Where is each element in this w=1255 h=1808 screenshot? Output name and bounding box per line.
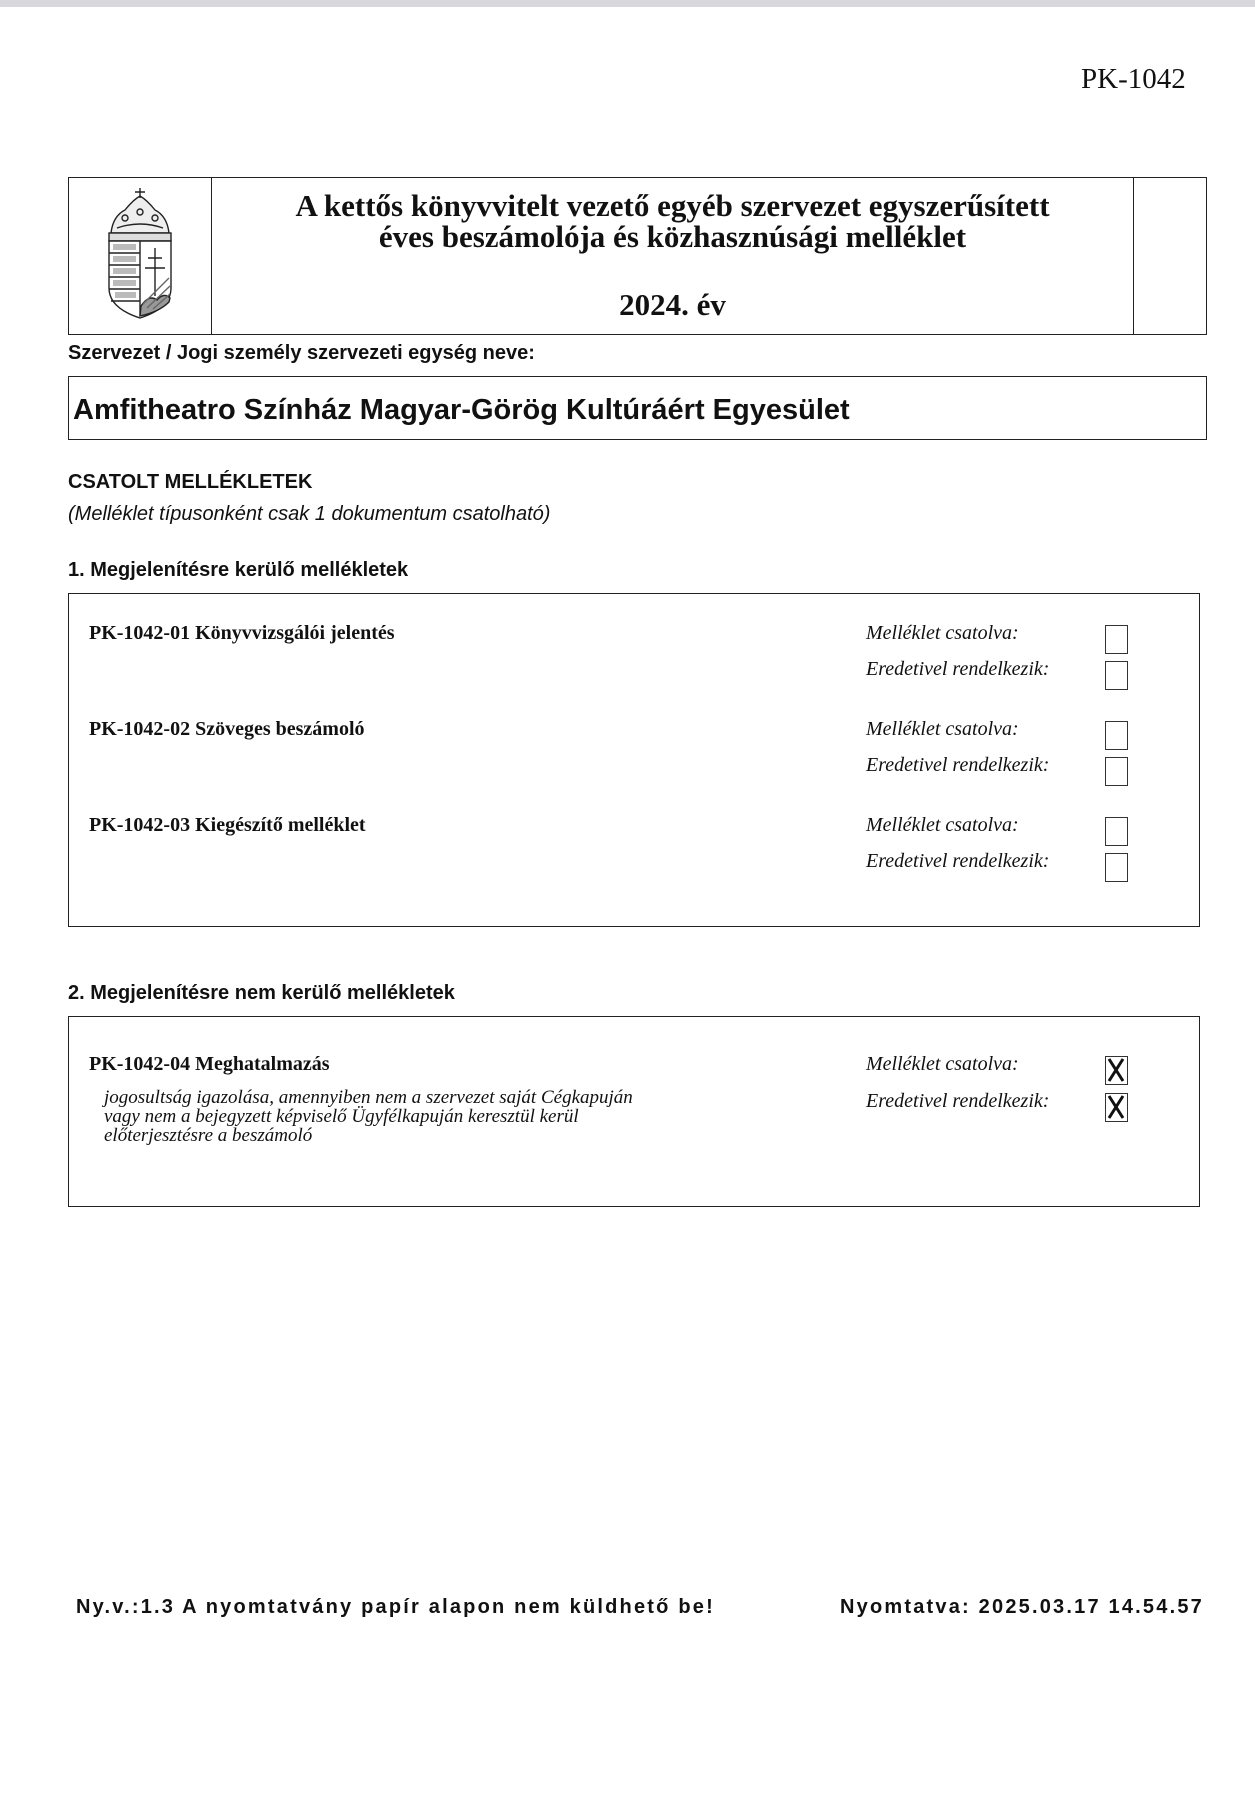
title-cell: [212, 178, 1134, 334]
attached-label: Melléklet csatolva:: [866, 1053, 1019, 1075]
form-header: [68, 177, 1207, 335]
description-line: jogosultság igazolása, amennyiben nem a szervezet saját Cégkapuján: [104, 1087, 633, 1108]
attachment-item-title: PK-1042-04 Meghatalmazás: [89, 1053, 330, 1075]
hungarian-coat-of-arms-icon: [69, 178, 212, 333]
original-label: Eredetivel rendelkezik:: [866, 1090, 1050, 1112]
attachment-item-title: PK-1042-03 Kiegészítő melléklet: [89, 814, 366, 836]
attached-checkbox-checked[interactable]: [1105, 1056, 1128, 1085]
attached-label: Melléklet csatolva:: [866, 814, 1019, 836]
x-mark-icon: [1106, 1057, 1126, 1083]
footer-print-date: Nyomtatva: 2025.03.17 14.54.57: [840, 1596, 1204, 1618]
footer-version-note: Ny.v.:1.3 A nyomtatvány papír alapon nem küldhető be!: [76, 1596, 715, 1618]
original-checkbox[interactable]: [1105, 661, 1128, 690]
form-title-line1: A kettős könyvvitelt vezető egyéb szervezet egyszerűsített: [295, 188, 1050, 223]
section1-title: 1. Megjelenítésre kerülő mellékletek: [68, 559, 409, 581]
attachment-item-title: PK-1042-02 Szöveges beszámoló: [89, 718, 365, 740]
form-code: PK-1042: [1081, 63, 1186, 95]
section2-title: 2. Megjelenítésre nem kerülő mellékletek: [68, 982, 455, 1004]
description-line: vagy nem a bejegyzett képviselő Ügyfélkapuján keresztül kerül: [104, 1106, 579, 1127]
crest-cell: [69, 178, 212, 334]
original-checkbox-checked[interactable]: [1105, 1093, 1128, 1122]
original-checkbox[interactable]: [1105, 853, 1128, 882]
attached-checkbox[interactable]: [1105, 625, 1128, 654]
attached-label: Melléklet csatolva:: [866, 718, 1019, 740]
attached-label: Melléklet csatolva:: [866, 622, 1019, 644]
original-label: Eredetivel rendelkezik:: [866, 754, 1050, 776]
x-mark-icon: [1106, 1094, 1126, 1120]
attachment-item-title: PK-1042-01 Könyvvizsgálói jelentés: [89, 622, 395, 644]
original-label: Eredetivel rendelkezik:: [866, 850, 1050, 872]
form-title-line2: éves beszámolója és közhasznúsági melléklet: [378, 219, 967, 254]
form-year: 2024. év: [619, 287, 726, 322]
organization-name: Amfitheatro Színház Magyar-Görög Kultúráért Egyesület: [73, 394, 850, 426]
organization-name-field: [68, 376, 1207, 440]
attachments-note: (Melléklet típusonként csak 1 dokumentum csatolható): [68, 503, 551, 525]
form-title: [212, 190, 1133, 252]
original-label: Eredetivel rendelkezik:: [866, 658, 1050, 680]
description-line: előterjesztésre a beszámoló: [104, 1125, 313, 1146]
organization-label: Szervezet / Jogi személy szervezeti egység neve:: [68, 342, 535, 364]
attached-checkbox[interactable]: [1105, 817, 1128, 846]
attachments-title: CSATOLT MELLÉKLETEK: [68, 471, 313, 493]
viewer-top-bar: [0, 0, 1255, 7]
attached-checkbox[interactable]: [1105, 721, 1128, 750]
attachment-item-description: [104, 1088, 724, 1145]
original-checkbox[interactable]: [1105, 757, 1128, 786]
